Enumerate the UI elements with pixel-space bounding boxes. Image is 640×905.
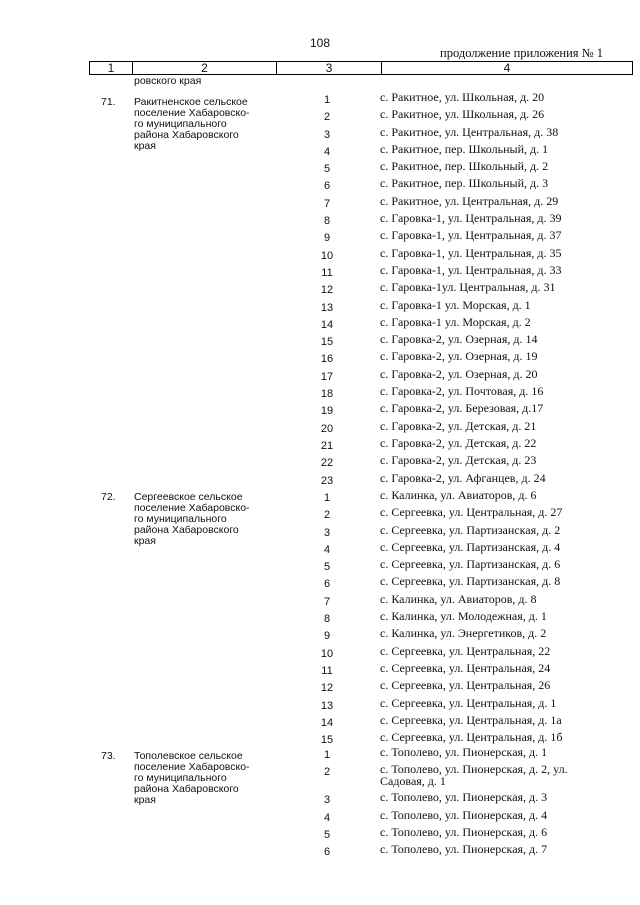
address-text: с. Ракитное, пер. Школьный, д. 2 [380, 159, 549, 174]
address-text: с. Гаровка-2, ул. Почтовая, д. 16 [380, 384, 544, 399]
table-row [0, 714, 640, 731]
address-text: с. Ракитное, ул. Центральная, д. 29 [380, 193, 559, 208]
address-text: с. Сергеевка, ул. Партизанская, д. 2 [380, 522, 561, 537]
row-number: 13 [320, 699, 334, 712]
row-number: 3 [323, 794, 331, 807]
group-number: 71. [101, 96, 116, 108]
address-text: с. Гаровка-2, ул. Озерная, д. 19 [380, 349, 538, 364]
table-row [0, 524, 640, 541]
address-text: с. Гаровка-2, ул. Детская, д. 21 [380, 418, 537, 433]
row-number: 15 [320, 734, 334, 747]
header-col-1: 1 [90, 62, 133, 74]
address-text: с. Гаровка-2, ул. Афганцев, д. 24 [380, 470, 546, 485]
table-row [0, 195, 640, 212]
table-row [0, 316, 640, 333]
table-row [0, 489, 640, 506]
row-number: 21 [320, 439, 334, 452]
table-row [0, 809, 640, 826]
row-number: 12 [320, 682, 334, 695]
row-number: 1 [323, 94, 331, 106]
row-number: 2 [323, 111, 331, 124]
row-number: 11 [321, 664, 333, 677]
row-number: 4 [323, 543, 331, 556]
address-text: с. Гаровка-2, ул. Детская, д. 22 [380, 435, 537, 450]
address-text: с. Тополево, ул. Пионерская, д. 3 [380, 790, 548, 805]
table-row [0, 264, 640, 281]
table-row [0, 160, 640, 177]
table-row [0, 506, 640, 523]
row-number: 5 [323, 561, 331, 574]
table-row [0, 610, 640, 627]
address-text: с. Сергеевка, ул. Центральная, 22 [380, 643, 551, 658]
table-row [0, 558, 640, 575]
address-text: с. Калинка, ул. Энергетиков, д. 2 [380, 626, 547, 641]
group-number: 73. [101, 750, 116, 762]
row-number: 7 [323, 197, 331, 210]
address-text: с. Сергеевка, ул. Партизанская, д. 4 [380, 539, 561, 554]
row-number: 11 [321, 266, 333, 279]
table-row [0, 350, 640, 367]
row-number: 8 [323, 215, 331, 228]
row-number: 14 [320, 716, 334, 729]
table-header [89, 61, 633, 75]
address-list [0, 91, 640, 489]
table-row [0, 826, 640, 843]
row-number: 6 [323, 578, 331, 591]
settlement-name: Ракитненское сельское поселение Хабаровско- го муниципального района Хабаровского края [134, 96, 250, 152]
table-row [0, 472, 640, 489]
header-col-3: 3 [277, 62, 382, 74]
address-text: с. Сергеевка, ул. Центральная, 24 [380, 660, 551, 675]
row-number: 20 [320, 422, 334, 435]
address-text: с. Тополево, ул. Пионерская, д. 1 [380, 745, 548, 759]
group-number: 72. [101, 491, 116, 503]
row-number: 17 [320, 370, 334, 383]
table-row [0, 143, 640, 160]
table-row [0, 126, 640, 143]
row-number: 15 [320, 336, 334, 349]
table-row [0, 212, 640, 229]
table-row [0, 593, 640, 610]
table-row [0, 791, 640, 808]
address-text: с. Гаровка-1ул. Центральная, д. 31 [380, 280, 556, 295]
address-text: с. Сергеевка, ул. Центральная, д. 1 [380, 695, 557, 710]
table-row [0, 746, 640, 763]
row-number: 1 [323, 749, 331, 761]
table-row [0, 679, 640, 696]
header-col-2: 2 [133, 62, 277, 74]
address-list [0, 746, 640, 860]
address-text: с. Калинка, ул. Авиаторов, д. 8 [380, 591, 537, 606]
row-number: 3 [323, 526, 331, 539]
appendix-label: продолжение приложения № 1 [440, 46, 603, 60]
table-row [0, 541, 640, 558]
address-text: с. Гаровка-1, ул. Центральная, д. 39 [380, 211, 562, 226]
row-number: 10 [320, 647, 334, 660]
row-number: 6 [323, 180, 331, 193]
table-row [0, 575, 640, 592]
address-text: с. Сергеевка, ул. Партизанская, д. 8 [380, 574, 561, 589]
address-text: с. Гаровка-1 ул. Морская, д. 2 [380, 314, 531, 329]
row-number: 12 [320, 284, 334, 297]
row-number: 6 [323, 846, 331, 859]
row-number: 23 [320, 474, 334, 487]
row-number: 2 [323, 766, 331, 779]
row-number: 9 [323, 630, 331, 643]
table-row [0, 108, 640, 125]
row-number: 22 [320, 457, 334, 470]
row-number: 14 [320, 318, 334, 331]
row-number: 9 [323, 232, 331, 245]
table-row [0, 385, 640, 402]
address-text: с. Тополево, ул. Пионерская, д. 6 [380, 824, 548, 839]
table-row [0, 299, 640, 316]
address-text: с. Калинка, ул. Молодежная, д. 1 [380, 609, 547, 624]
carryover-text: ровского края [134, 75, 202, 87]
row-number: 5 [323, 828, 331, 841]
settlement-name: Сергеевское сельское поселение Хабаровско- го муниципального района Хабаровского края [134, 491, 250, 547]
table-row [0, 843, 640, 860]
address-text: с. Ракитное, пер. Школьный, д. 1 [380, 141, 549, 156]
table-row [0, 402, 640, 419]
address-text: с. Ракитное, ул. Центральная, д. 38 [380, 124, 559, 139]
row-number: 18 [320, 388, 334, 401]
table-row [0, 627, 640, 644]
address-text: с. Тополево, ул. Пионерская, д. 2, ул. Садовая, д. 1 [380, 762, 568, 789]
address-list [0, 489, 640, 748]
address-text: с. Сергеевка, ул. Центральная, 26 [380, 678, 551, 693]
row-number: 1 [323, 492, 331, 504]
table-row [0, 281, 640, 298]
table-row [0, 697, 640, 714]
address-text: с. Гаровка-2, ул. Детская, д. 23 [380, 453, 537, 468]
settlement-name: Тополевское сельское поселение Хабаровско- го муниципального района Хабаровского края [134, 750, 250, 806]
address-text: с. Гаровка-1 ул. Морская, д. 1 [380, 297, 531, 312]
row-number: 19 [320, 405, 334, 418]
address-text: с. Сергеевка, ул. Центральная, д. 1а [380, 712, 562, 727]
address-text: с. Гаровка-2, ул. Озерная, д. 20 [380, 366, 538, 381]
row-number: 10 [320, 249, 334, 262]
address-text: с. Гаровка-2, ул. Березовая, д.17 [380, 401, 544, 416]
row-number: 3 [323, 128, 331, 141]
table-row [0, 333, 640, 350]
address-text: с. Гаровка-1, ул. Центральная, д. 33 [380, 262, 562, 277]
header-col-4: 4 [503, 61, 511, 75]
address-text: с. Ракитное, ул. Школьная, д. 20 [380, 90, 545, 104]
row-number: 4 [323, 811, 331, 824]
page-number: 108 [309, 36, 331, 50]
address-text: с. Гаровка-2, ул. Озерная, д. 14 [380, 332, 538, 347]
table-row [0, 454, 640, 471]
address-text: с. Тополево, ул. Пионерская, д. 7 [380, 842, 548, 857]
address-text: с. Сергеевка, ул. Партизанская, д. 6 [380, 557, 561, 572]
table-row [0, 91, 640, 108]
address-text: с. Тополево, ул. Пионерская, д. 4 [380, 807, 548, 822]
address-text: с. Гаровка-1, ул. Центральная, д. 35 [380, 245, 562, 260]
table-row [0, 763, 640, 791]
row-number: 7 [323, 595, 331, 608]
row-number: 16 [320, 353, 334, 366]
table-row [0, 437, 640, 454]
address-text: с. Калинка, ул. Авиаторов, д. 6 [380, 488, 537, 502]
address-text: с. Гаровка-1, ул. Центральная, д. 37 [380, 228, 562, 243]
address-text: с. Сергеевка, ул. Центральная, д. 1б [380, 730, 563, 745]
table-row [0, 645, 640, 662]
address-text: с. Ракитное, пер. Школьный, д. 3 [380, 176, 549, 191]
table-row [0, 420, 640, 437]
table-row [0, 662, 640, 679]
row-number: 5 [323, 163, 331, 176]
row-number: 13 [320, 301, 334, 314]
table-row [0, 368, 640, 385]
table-row [0, 229, 640, 246]
table-row [0, 177, 640, 194]
address-text: с. Сергеевка, ул. Центральная, д. 27 [380, 505, 563, 520]
address-text: с. Ракитное, ул. Школьная, д. 26 [380, 107, 545, 122]
row-number: 8 [323, 613, 331, 626]
row-number: 4 [323, 145, 331, 158]
table-row [0, 247, 640, 264]
row-number: 2 [323, 509, 331, 522]
